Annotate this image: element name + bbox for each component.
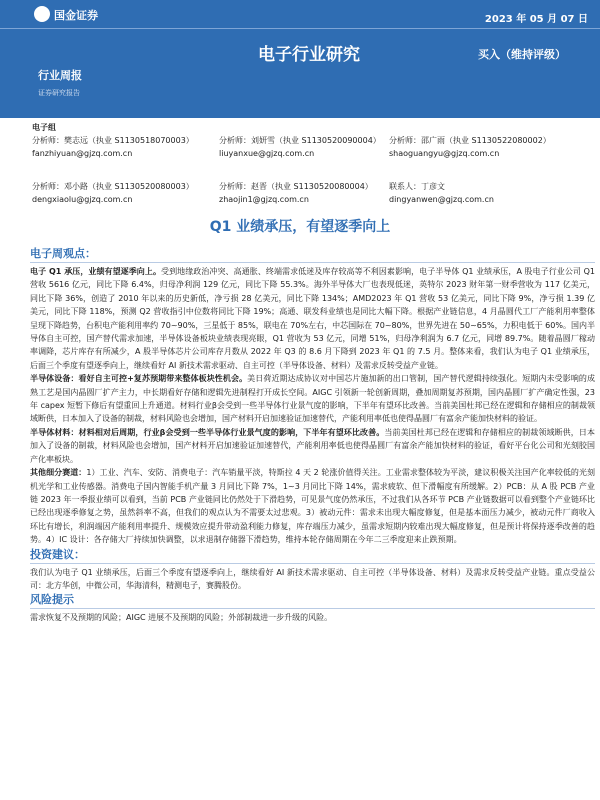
company-logo-icon	[34, 6, 50, 22]
section-heading-investment: 投资建议：	[30, 547, 595, 564]
paragraph-investment: 我们认为电子 Q1 业绩承压，后面三个季度有望逐季向上，继续看好 AI 新技术需求驱动、自主可控（半导体设备、材料）及需求反转受益产业链。重点受益公司：北方华创，中微公司，华海清科，精测电子，赛腾股份。	[30, 567, 595, 590]
analyst-name: 分析师：樊志远（执业 S1130518070003）	[32, 136, 194, 145]
paragraph-text: 1）工业、汽车、安防、消费电子：汽车销量平淡，特斯拉 4 天 2 轮涨价值得关注。工业需求整体较为平淡，建议积极关注国产化率较低的光刻机光学和工业传感器。消费电子国内智能手机产量 3 月同比下降 7%，1~3 月同比下降 14%，需求疲软、但下滑幅度有所缓解。2）PCB：从 A 股 PCB 产业链 2023 年一季报业绩可以看到，当前 PCB 产业链同比仍然处于下滑趋势，可见景气度仍然承压，不过我们从各环节 PCB 产业链数据可以看到整个产业链环比已经出现逐季修复之势，虽然斜率不高，但我们的观点认为不需要太过悲观。3）被动元件：需求未出现大幅度修复，但是基本面压力减少，被动元件厂商收入环比有增长，利润端因产能利用率提升、规模效应提升带动盈利能力修复，库存端压力减少，虽需求短期内较难出现大幅度修复，但是预计将保持逐季改善的趋势。4）IC 设计：各存储大厂持续加快调整，以求退制存储器下滑趋势，维持本轮存储周期在今年二三季度迎来止跌预期。	[30, 468, 596, 545]
report-subtype: 证券研究报告	[38, 89, 80, 97]
analyst-entry	[219, 134, 381, 160]
analyst-row	[32, 134, 592, 180]
company-logo-text: 国金证券	[54, 9, 98, 22]
analyst-entry	[219, 180, 373, 206]
rating-label: 买入（维持评级）	[478, 48, 566, 61]
contact-email[interactable]: dingyanwen@gjzq.com.cn	[389, 195, 494, 204]
section-heading-viewpoint: 电子周观点：	[30, 246, 595, 263]
paragraph-materials	[30, 426, 595, 466]
analyst-name: 分析师：邵广雨（执业 S1130522080002）	[389, 136, 551, 145]
report-body	[30, 246, 595, 625]
analyst-email[interactable]: dengxiaolu@gjzq.com.cn	[32, 195, 133, 204]
headline: Q1 业绩承压，有望逐季向上	[209, 219, 391, 235]
paragraph-lead: 电子 Q1 承压，业绩有望逐季向上。	[30, 267, 162, 276]
contact-name: 联系人：丁彦文	[389, 182, 445, 191]
analyst-email[interactable]: liuyanxue@gjzq.com.cn	[219, 149, 315, 158]
analyst-name: 分析师：赵晋（执业 S1130520080004）	[219, 182, 373, 191]
analyst-email[interactable]: shaoguangyu@gjzq.com.cn	[389, 149, 500, 158]
analyst-entry	[32, 180, 194, 206]
paragraph-other-segments	[30, 466, 595, 546]
analyst-name: 分析师：邓小路（执业 S1130520080003）	[32, 182, 194, 191]
paragraph-lead: 其他细分赛道：	[30, 468, 87, 478]
paragraph-text: 美日荷近期达成协议对中国芯片施加新的出口管制，国产替代逻辑持续强化。短期内未受影响的成熟工艺是国内晶圆厂扩产主力，中长期看好存储和逻辑先进制程打开成长空间。AIGC 引领新一轮创新周期，叠加周期复苏预期，国内晶圆厂扩产确定性强，23 年 capex 短暂下修后有望重回上升通道。材料行业β会受到一些半导体行业景气度的影响，下半年有望环比改善。当前美国杜邦已经在逻辑和存储相应的制裁领域断供，日本加入了设备的制裁，材料风险也会增加，国产材料开启加速验证加速替代，产能利用率低也使得晶圆厂有富余产能加快材料的验证。	[30, 374, 596, 424]
analyst-name: 分析师：刘妍雪（执业 S1130520090004）	[219, 136, 381, 145]
paragraph-lead: 半导体材料：材料相对后周期，行业β会受到一些半导体行业景气度的影响，下半年有望环比改善。	[30, 427, 385, 437]
analyst-email[interactable]: fanzhiyuan@gjzq.com.cn	[32, 149, 133, 158]
group-label: 电子组	[32, 123, 56, 132]
section-heading-risk: 风险提示	[30, 592, 595, 609]
paragraph-lead: 半导体设备：看好自主可控+复苏预期带来整体板块性机会。	[30, 374, 248, 384]
report-title: 电子行业研究	[258, 45, 360, 65]
paragraph-text: 受到地缘政治冲突、高通胀、终端需求低迷及库存较高等不利因素影响，电子半导体 Q1 业绩承压，A 股电子行业公司 Q1 营收 5616 亿元，同比下降 6.4%，归母净利润 129 亿元，同比下降 55.3%。海外半导体大厂也表现低迷，英特尔 2023 财年第一财季营收为 117 亿美元，同比下降 36%，创造了 2010 年以来的历史新低，净亏损 28 亿美元，同比下降 134%；AMD2023 年 Q1 营收 53 亿美元，同比下降 9%，净亏损 1.39 亿美元，同比下降 118%，预测 Q2 营收指引中位数将同比下降 19%；高通、联发科业绩也是同比大幅下降。根据产业链信息，4 月晶圆代工厂产能利用率整体呈现下降趋势，台积电产能利用率约 70~90%，三星低于 85%，联电在 70%左右，中芯国际在 70~80%，世界先进在 50~65%，力积电低于 60%。国内半导体自主可控，国产替代需求加速，半导体设备板块业绩表现亮眼，Q1 营收为 53 亿元，同增 51%，归母净利润为 6.7 亿元，同增 89.7%。随着晶圆厂稼动率调降，芯片库存有所减少，A 股半导体芯片公司库存月数从 2022 年 Q3 的 8.6 月下降到 2023 年 Q1 的 7.5 月。整体来看，我们认为电子 Q1 业绩承压，后面三个季度有望逐季向上，继续看好 AI 新技术需求驱动、自主可控（半导体设备、材料）及需求反转受益产业链。	[30, 267, 595, 370]
analyst-entry	[32, 134, 194, 160]
paragraph-equipment	[30, 372, 595, 426]
paragraph-risk: 需求恢复不及预期的风险；AIGC 进展不及预期的风险；外部制裁进一步升级的风险。	[30, 613, 333, 623]
analyst-entry	[389, 134, 551, 160]
report-type: 行业周报	[38, 69, 82, 82]
header-divider	[0, 28, 600, 29]
analyst-block	[32, 122, 592, 226]
paragraph-text: 当前美国杜邦已经在逻辑和存储相应的制裁领域断供，日本加入了设备的制裁，材料风险也会增加，国产材料开启加速验证加速替代，产能利用率低也使得晶圆厂有富余产能加快材料的验证，看好平台化公司和光刻胶国产化率板块。	[30, 427, 595, 464]
report-date: 2023 年 05 月 07 日	[484, 14, 588, 25]
report-header	[0, 0, 600, 118]
analyst-entry	[389, 180, 494, 206]
analyst-email[interactable]: zhaojin1@gjzq.com.cn	[219, 195, 309, 204]
paragraph-q1	[30, 265, 595, 372]
